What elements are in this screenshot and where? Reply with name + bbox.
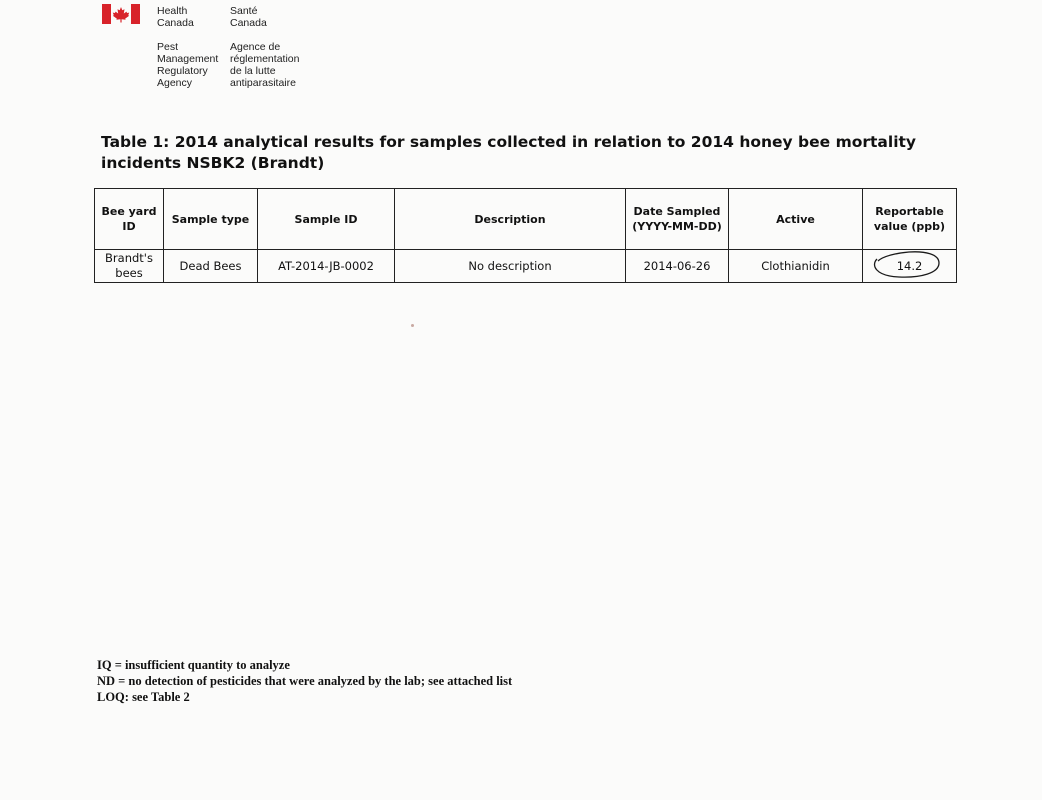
footnote-line: LOQ: see Table 2: [97, 690, 190, 704]
table-header-row: [95, 189, 957, 250]
header-line: antiparasitaire: [230, 77, 296, 89]
canada-flag-icon: [102, 4, 140, 24]
department-name-french: [230, 5, 267, 29]
hand-drawn-circle-icon: [869, 249, 943, 281]
table-title: Table 1: 2014 analytical results for samples collected in relation to 2014 honey bee mortality incidents NSBK2 (Brandt): [101, 133, 917, 172]
column-header: Active: [729, 189, 863, 250]
cell-sample-id: AT-2014-JB-0002: [258, 250, 395, 283]
header-line: Canada: [157, 17, 194, 29]
cell-sample-type: Dead Bees: [164, 250, 258, 283]
header-line: Agency: [157, 77, 193, 89]
results-table: [94, 188, 957, 283]
header-line: Management: [157, 53, 219, 65]
cell-bee-yard-id: Brandt's bees: [95, 250, 164, 283]
table-row: [95, 250, 957, 283]
cell-reportable-value: [863, 250, 957, 283]
footnote-line: ND = no detection of pesticides that were analyzed by the lab; see attached list: [97, 674, 513, 688]
reportable-value-text: 14.2: [896, 258, 923, 273]
cell-date-sampled: 2014-06-26: [626, 250, 729, 283]
department-name-english: [157, 5, 194, 29]
agency-name-english: [157, 41, 218, 89]
cell-description: No description: [395, 250, 626, 283]
column-header: Date Sampled (YYYY-MM-DD): [626, 189, 729, 250]
column-header: Description: [395, 189, 626, 250]
header-line: Pest: [157, 41, 179, 53]
header-line: Regulatory: [157, 65, 208, 77]
header-line: Health: [157, 5, 188, 17]
column-header: Bee yard ID: [95, 189, 164, 250]
column-header: Sample type: [164, 189, 258, 250]
column-header: Sample ID: [258, 189, 395, 250]
circled-value: [891, 259, 929, 274]
header-line: Santé: [230, 5, 258, 17]
header-line: Canada: [230, 17, 267, 29]
column-header: Reportable value (ppb): [863, 189, 957, 250]
footnotes: [97, 657, 512, 705]
cell-active: Clothianidin: [729, 250, 863, 283]
header-line: réglementation: [230, 53, 300, 65]
scan-speck: [411, 324, 414, 327]
header-line: Agence de: [230, 41, 281, 53]
footnote-line: IQ = insufficient quantity to analyze: [97, 658, 290, 672]
agency-name-french: [230, 41, 299, 89]
header-line: de la lutte: [230, 65, 276, 77]
